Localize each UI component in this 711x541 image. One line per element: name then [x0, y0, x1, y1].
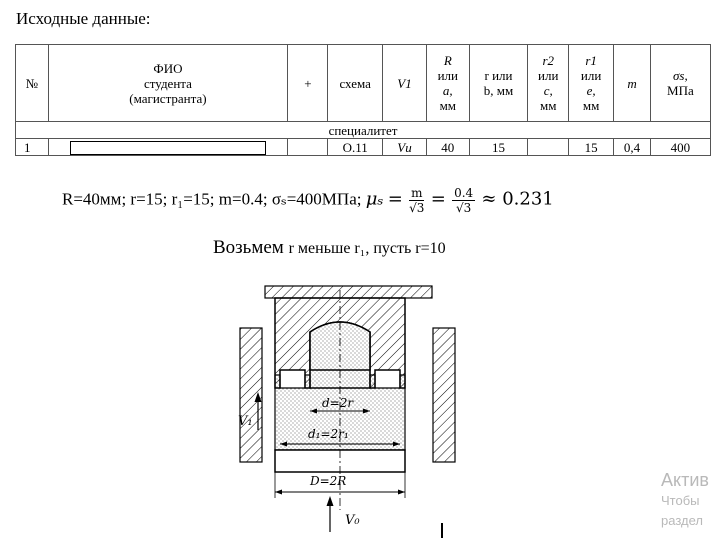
header-scheme: схема: [328, 45, 382, 122]
given-values-line: [62, 186, 554, 215]
header-plus: +: [288, 45, 328, 122]
equals-1: =: [387, 188, 403, 210]
row-num: 1: [16, 139, 49, 156]
label-D: D=2R: [310, 474, 347, 488]
header-r1: r1 или e, мм: [568, 45, 613, 122]
header-m: m: [614, 45, 650, 122]
row-R: 40: [427, 139, 469, 156]
label-v0: V₀: [345, 513, 360, 528]
header-num: №: [16, 45, 49, 122]
assumption-line: [213, 237, 446, 259]
assumption-text: r меньше r₁, пусть r=10: [288, 240, 446, 257]
heading: Исходные данные:: [16, 9, 151, 28]
header-fio: ФИО студента (магистранта): [48, 45, 288, 122]
approx-result: ≈ 0.231: [481, 188, 554, 210]
mu-symbol: μₛ: [365, 188, 384, 210]
label-v1: V₁: [238, 414, 253, 429]
row-r2: [528, 139, 568, 156]
row-plus: [288, 139, 328, 156]
table-row: [16, 139, 711, 156]
extrusion-scheme-diagram: [230, 280, 470, 535]
row-sigma: 400: [650, 139, 710, 156]
header-r2: r2 или c, мм: [528, 45, 568, 122]
row-r1: 15: [568, 139, 613, 156]
row-fio: [48, 139, 288, 156]
watermark-line-3: раздел: [661, 513, 703, 528]
header-sigma: σs, МПа: [650, 45, 710, 122]
given-text: R=40мм; r=15; r₁=15; m=0.4; σₛ=400МПа;: [62, 189, 362, 209]
row-r: 15: [469, 139, 528, 156]
watermark-line-1: Актив: [661, 470, 709, 490]
fraction-m-over-sqrt3: $\frac{m}{√3}$: [409, 186, 425, 215]
label-d: d=2r: [322, 396, 354, 410]
table-header-row: [16, 45, 711, 122]
row-scheme: О.11: [328, 139, 382, 156]
redacted-name-box: [70, 141, 266, 155]
table-section-row: [16, 122, 711, 139]
text-cursor: [441, 523, 443, 538]
source-data-table: [15, 44, 711, 156]
header-r-big: R или a, мм: [427, 45, 469, 122]
header-v1: V1: [382, 45, 426, 122]
assumption-verb: Возьмем: [213, 237, 284, 258]
row-m: 0,4: [614, 139, 650, 156]
label-d1: d₁=2r₁: [308, 427, 349, 441]
watermark-line-2: Чтобы: [661, 493, 700, 508]
section-label: специалитет: [16, 122, 711, 139]
activation-watermark: [661, 470, 709, 531]
equals-2: =: [430, 188, 446, 210]
right-container-wall: [433, 328, 455, 462]
header-r-small: r или b, мм: [469, 45, 528, 122]
row-v: Vи: [382, 139, 426, 156]
fraction-04-over-sqrt3: $\frac{0.4}{√3}$: [454, 186, 474, 215]
